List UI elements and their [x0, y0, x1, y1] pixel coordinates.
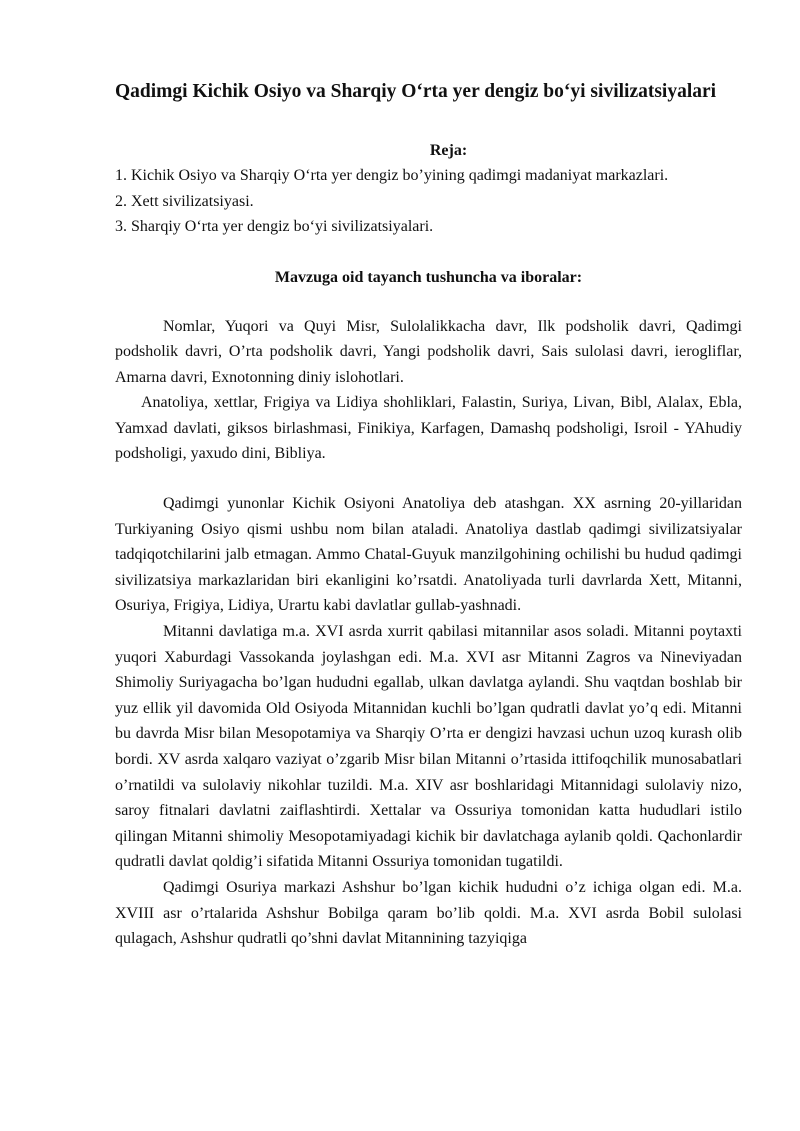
- body-paragraph-2: Mitanni davlatiga m.a. XVI asrda xurrit qabilasi mitannilar asos soladi. Mitanni poytaxti yuqori Xaburdagi Vassokanda joylashgan edi. M.a. XVI asr Mitanni Zagros va Nineviyadan Shimoliy Suriyagacha bo’lgan hududni egallab, ulkan davlatga aylandi. Shu vaqtdan boshlab bir yuz ellik yil davomida Old Osiyoda Mitannidan kuchli bo’lgan qudratli davlat yo’q edi. Mitanni bu davrda Misr bilan Mesopotamiya va Sharqiy O’rta er dengizi havzasi uchun uzoq kurash olib bordi. XV asrda xalqaro vaziyat o’zgarib Misr bilan Mitanni o’rtasida ittifoqchilik munosabatlari o’rnatildi va sulolaviy nikohlar tuzildi. M.a. XIV asr boshlaridagi Mitannidagi sulolaviy nizo, saroy fitnalari davlatni zaiflashtirdi. Xettalar va Ossuriya tomonidan katta hududlari istilo qilingan Mitanni shimoliy Mesopotamiyadagi kichik bir davlatchaga aylanib qoldi. Qachonlardir qudratli davlat qoldig’i sifatida Mitanni Ossuriya tomonidan tugatildi.: [115, 623, 742, 871]
- key-terms-paragraph-2: Anatoliya, xettlar, Frigiya va Lidiya shohliklari, Falastin, Suriya, Livan, Bibl, Alalax, Ebla, Yamxad davlati, giksos birlashmasi, Finikiya, Karfagen, Damashq podsholigi, Isroil - YAhudiy podsholigi, yaxudo dini, Bibliya.: [115, 394, 742, 463]
- body-paragraph-1: Qadimgi yunonlar Kichik Osiyoni Anatoliya deb atashgan. XX asrning 20-yillaridan Turkiyaning Osiyo qismi ushbu nom bilan ataladi. Anatoliya dastlab qadimgi sivilizatsiyalar tadqiqotchilarini jalb etmagan. Ammo Chatal-Guyuk manzilgohining ochilishi bu hudud qadimgi sivilizatsiya markazlaridan biri ekanligini ko’rsatdi. Anatoliyada turli davrlarda Xett, Mitanni, Osuriya, Frigiya, Lidiya, Urartu kabi davlatlar gullab-yashnadi.: [115, 495, 742, 615]
- document-page: [115, 78, 742, 952]
- key-terms-heading: Mavzuga oid tayanch tushuncha va iboralar:: [274, 268, 583, 286]
- plan-item-1: 1. Kichik Osiyo va Sharqiy O‘rta yer dengiz bo’yining qadimgi madaniyat markazlari.: [115, 167, 669, 184]
- document-title: Qadimgi Kichik Osiyo va Sharqiy O‘rta yer dengiz bo‘yi sivilizatsiyalari: [115, 81, 717, 102]
- plan-item-2: 2. Xett sivilizatsiyasi.: [115, 192, 254, 210]
- plan-heading: Reja:: [429, 142, 468, 159]
- plan-item-3: 3. Sharqiy O‘rta yer dengiz bo‘yi sivilizatsiyalari.: [115, 218, 434, 235]
- body-paragraph-3: Qadimgi Osuriya markazi Ashshur bo’lgan kichik hududni o’z ichiga olgan edi. M.a. XVIII asr o’rtalarida Ashshur Bobilga qaram bo’lib qoldi. M.a. XVI asrda Bobil sulolasi qulagach, Ashshur qudratli qo’shni davlat Mitannining tazyiqiga: [115, 878, 742, 948]
- key-terms-paragraph-1: Nomlar, Yuqori va Quyi Misr, Sulolalikkacha davr, Ilk podsholik davri, Qadimgi podsholik davri, O’rta podsholik davri, Yangi podsholik davri, Sais sulolasi davri, ierogliflar, Amarna davri, Exnotonning diniy islohotlari.: [115, 317, 742, 386]
- plan-list: [115, 163, 742, 240]
